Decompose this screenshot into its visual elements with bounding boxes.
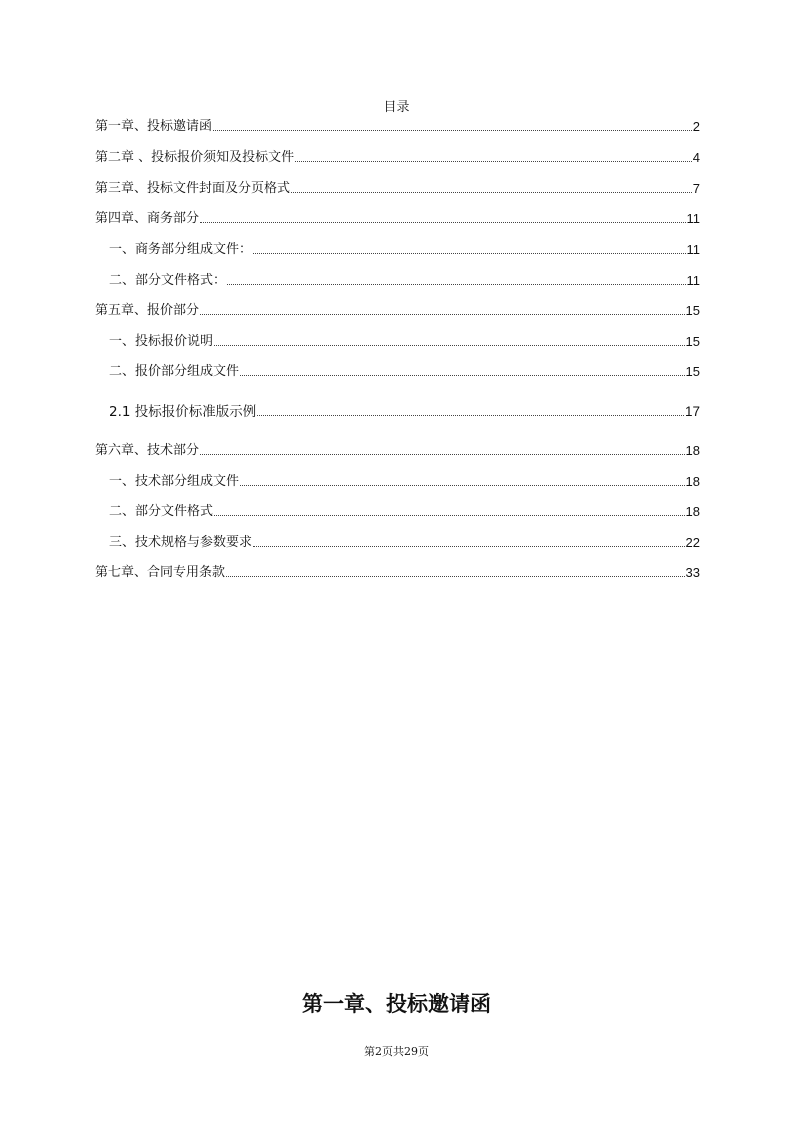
toc-entry-chapter-6[interactable] bbox=[95, 443, 700, 459]
toc-entry-page: 11 bbox=[686, 273, 700, 288]
toc-entry-label: 第五章、报价部分 bbox=[95, 303, 200, 318]
toc-entry-page: 15 bbox=[685, 334, 700, 349]
toc-entry-chapter-7[interactable] bbox=[95, 565, 700, 581]
toc-entry-label: 第二章 、投标报价须知及投标文件 bbox=[95, 150, 295, 165]
toc-entry-label: 三、技术规格与参数要求 bbox=[109, 535, 253, 550]
toc-leader-dots bbox=[200, 314, 685, 315]
toc-entry-chapter-1[interactable] bbox=[95, 119, 700, 135]
toc-entry-label: 2.1 投标报价标准版示例 bbox=[109, 404, 257, 420]
page-footer: 第2页共29页 bbox=[364, 1045, 429, 1058]
toc-entry-page: 4 bbox=[692, 150, 700, 165]
toc-entry-page: 15 bbox=[685, 303, 700, 318]
toc-entry-chapter-3[interactable] bbox=[95, 181, 700, 197]
toc-entry-label: 第六章、技术部分 bbox=[95, 443, 200, 458]
chapter-heading: 第一章、投标邀请函 bbox=[302, 991, 491, 1016]
toc-entry-chapter-5-section-2[interactable] bbox=[109, 364, 700, 380]
toc-entry-chapter-4-section-2[interactable] bbox=[109, 273, 700, 289]
toc-entry-label: 一、技术部分组成文件 bbox=[109, 474, 240, 489]
toc-leader-dots bbox=[200, 454, 685, 455]
toc-entry-chapter-6-section-1[interactable] bbox=[109, 474, 700, 490]
toc-entry-chapter-4-section-1[interactable] bbox=[109, 242, 700, 258]
toc-entry-page: 18 bbox=[685, 504, 700, 519]
toc-entry-page: 33 bbox=[685, 565, 700, 580]
toc-entry-chapter-5-section-2-1[interactable] bbox=[109, 404, 700, 420]
toc-entry-page: 2 bbox=[692, 119, 700, 134]
toc-entry-chapter-6-section-2[interactable] bbox=[109, 504, 700, 520]
toc-leader-dots bbox=[291, 192, 692, 193]
toc-entry-label: 二、报价部分组成文件 bbox=[109, 364, 240, 379]
toc-leader-dots bbox=[213, 130, 692, 131]
toc-entry-chapter-2[interactable] bbox=[95, 150, 700, 166]
toc-leader-dots bbox=[240, 375, 685, 376]
toc-entry-label: 第四章、商务部分 bbox=[95, 211, 200, 226]
toc-leader-dots bbox=[253, 546, 685, 547]
toc-leader-dots bbox=[253, 253, 685, 254]
toc-leader-dots bbox=[295, 161, 692, 162]
toc-entry-label: 二、部分文件格式： bbox=[109, 273, 227, 288]
toc-leader-dots bbox=[214, 515, 685, 516]
toc-entry-page: 7 bbox=[692, 181, 700, 196]
toc-entry-chapter-4[interactable] bbox=[95, 211, 700, 227]
toc-entry-page: 18 bbox=[685, 474, 700, 489]
toc-entry-page: 11 bbox=[686, 211, 700, 226]
toc-entry-label: 第七章、合同专用条款 bbox=[95, 565, 226, 580]
toc-entry-label: 第三章、投标文件封面及分页格式 bbox=[95, 181, 291, 196]
toc-title: 目录 bbox=[383, 100, 410, 115]
toc-leader-dots bbox=[257, 415, 684, 416]
toc-entry-page: 15 bbox=[685, 364, 700, 379]
toc-leader-dots bbox=[214, 345, 685, 346]
toc-leader-dots bbox=[200, 222, 685, 223]
toc-entry-chapter-6-section-3[interactable] bbox=[109, 535, 700, 551]
toc-entry-page: 22 bbox=[685, 535, 700, 550]
toc-entry-label: 一、商务部分组成文件： bbox=[109, 242, 253, 257]
toc-entry-label: 一、投标报价说明 bbox=[109, 334, 214, 349]
toc-leader-dots bbox=[227, 284, 685, 285]
toc-entry-label: 二、部分文件格式 bbox=[109, 504, 214, 519]
toc-entry-chapter-5[interactable] bbox=[95, 303, 700, 319]
toc-entry-label: 第一章、投标邀请函 bbox=[95, 119, 213, 134]
toc-entry-page: 17 bbox=[684, 404, 700, 419]
toc-entry-page: 11 bbox=[686, 242, 700, 257]
toc-entry-chapter-5-section-1[interactable] bbox=[109, 334, 700, 350]
toc-entry-page: 18 bbox=[685, 443, 700, 458]
toc-leader-dots bbox=[226, 576, 685, 577]
toc-leader-dots bbox=[240, 485, 685, 486]
